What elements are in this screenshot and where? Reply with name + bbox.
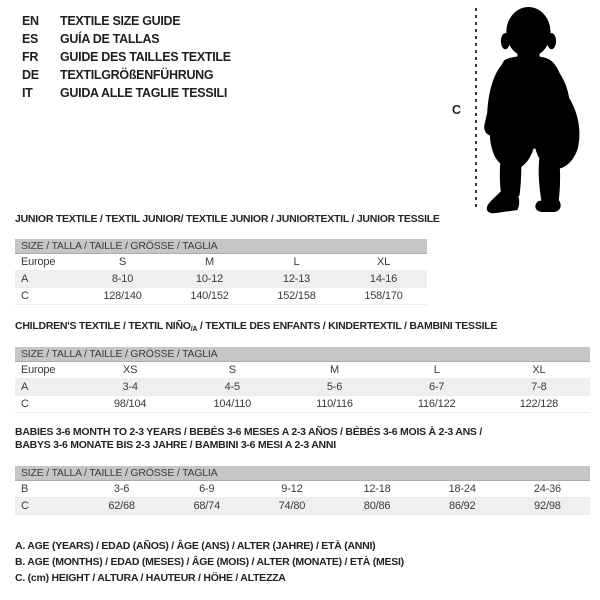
value-cell: 158/170: [340, 288, 427, 305]
language-title: TEXTILE SIZE GUIDE: [60, 14, 181, 28]
value-cell: L: [253, 254, 340, 271]
value-cell: 128/140: [79, 288, 166, 305]
language-list: [22, 12, 231, 102]
language-code: ES: [22, 32, 39, 46]
babies-title-line1: BABIES 3-6 MONTH TO 2-3 YEARS / BEBÉS 3-6 MESES A 2-3 AÑOS / BÉBÉS 3-6 MOIS À 2-3 ANS /: [15, 426, 483, 438]
value-cell: 9-12: [249, 481, 334, 498]
language-row: [22, 66, 231, 84]
language-row: [22, 48, 231, 66]
legend-age-years: A. AGE (YEARS) / EDAD (AÑOS) / ÂGE (ANS) / ALTER (JAHRE) / ETÀ (ANNI): [15, 540, 376, 552]
toddler-silhouette-icon: [483, 4, 596, 220]
table-row: [15, 498, 590, 515]
language-title: TEXTILGRÖßENFÜHRUNG: [60, 68, 214, 82]
children-title-post: / TEXTILE DES ENFANTS / KINDERTEXTIL / BAMBINI TESSILE: [197, 320, 498, 332]
value-cell: 140/152: [166, 288, 253, 305]
table-row: [15, 481, 590, 498]
table-row: [15, 396, 590, 413]
language-code: EN: [22, 14, 39, 28]
height-measure-label: C: [452, 103, 462, 117]
row-label-cell: A: [15, 271, 79, 288]
value-cell: 3-4: [79, 379, 181, 396]
size-header-bar: SIZE / TALLA / TAILLE / GRÖSSE / TAGLIA: [15, 239, 427, 254]
junior-size-table: [15, 239, 427, 305]
row-label-cell: C: [15, 396, 79, 413]
language-row: [22, 30, 231, 48]
row-label-cell: B: [15, 481, 79, 498]
value-cell: 98/104: [79, 396, 181, 413]
value-cell: 12-18: [334, 481, 419, 498]
row-label-cell: C: [15, 288, 79, 305]
babies-section-title: [15, 426, 482, 452]
value-cell: 80/86: [334, 498, 419, 515]
value-cell: M: [283, 362, 385, 379]
children-size-table: [15, 347, 590, 413]
value-cell: 8-10: [79, 271, 166, 288]
value-cell: 6-9: [164, 481, 249, 498]
value-cell: 18-24: [420, 481, 505, 498]
value-cell: 110/116: [283, 396, 385, 413]
table-row: [15, 362, 590, 379]
size-header-bar: SIZE / TALLA / TAILLE / GRÖSSE / TAGLIA: [15, 466, 590, 481]
language-code: FR: [22, 50, 39, 64]
value-cell: S: [181, 362, 283, 379]
value-cell: 10-12: [166, 271, 253, 288]
value-cell: S: [79, 254, 166, 271]
value-cell: 152/158: [253, 288, 340, 305]
children-title-subscript: /A: [190, 326, 198, 333]
language-title: GUIDA ALLE TAGLIE TESSILI: [60, 86, 228, 100]
height-measure-line: [475, 8, 477, 211]
legend-age-months: B. AGE (MONTHS) / EDAD (MESES) / ÂGE (MOIS) / ALTER (MONATE) / ETÀ (MESI): [15, 556, 404, 568]
size-table: [15, 254, 427, 305]
legend-height-cm: C. (cm) HEIGHT / ALTURA / HAUTEUR / HÖHE / ALTEZZA: [15, 572, 286, 584]
value-cell: 68/74: [164, 498, 249, 515]
language-title: GUÍA DE TALLAS: [60, 32, 160, 46]
value-cell: 12-13: [253, 271, 340, 288]
size-table: [15, 481, 590, 515]
size-header-bar: SIZE / TALLA / TAILLE / GRÖSSE / TAGLIA: [15, 347, 590, 362]
language-row: [22, 12, 231, 30]
row-label-cell: Europe: [15, 362, 79, 379]
value-cell: 6-7: [386, 379, 488, 396]
value-cell: XS: [79, 362, 181, 379]
value-cell: XL: [340, 254, 427, 271]
value-cell: L: [386, 362, 488, 379]
value-cell: 62/68: [79, 498, 164, 515]
babies-title-line2: BABYS 3-6 MONATE BIS 2-3 JAHRE / BAMBINI 3-6 MESI A 2-3 ANNI: [15, 439, 336, 451]
table-row: [15, 254, 427, 271]
value-cell: 92/98: [505, 498, 590, 515]
value-cell: XL: [488, 362, 590, 379]
value-cell: M: [166, 254, 253, 271]
value-cell: 24-36: [505, 481, 590, 498]
language-code: DE: [22, 68, 39, 82]
language-title: GUIDE DES TAILLES TEXTILE: [60, 50, 231, 64]
size-table: [15, 362, 590, 413]
value-cell: 5-6: [283, 379, 385, 396]
value-cell: 7-8: [488, 379, 590, 396]
row-label-cell: Europe: [15, 254, 79, 271]
children-title-pre: CHILDREN'S TEXTILE / TEXTIL NIÑO: [15, 320, 191, 332]
table-row: [15, 288, 427, 305]
children-section-title: [15, 320, 497, 336]
value-cell: 104/110: [181, 396, 283, 413]
table-row: [15, 379, 590, 396]
row-label-cell: C: [15, 498, 79, 515]
value-cell: 86/92: [420, 498, 505, 515]
value-cell: 74/80: [249, 498, 334, 515]
value-cell: 4-5: [181, 379, 283, 396]
row-label-cell: A: [15, 379, 79, 396]
language-row: [22, 84, 231, 102]
junior-section-title: JUNIOR TEXTILE / TEXTIL JUNIOR/ TEXTILE JUNIOR / JUNIORTEXTIL / JUNIOR TESSILE: [15, 213, 440, 225]
language-code: IT: [22, 86, 33, 100]
value-cell: 116/122: [386, 396, 488, 413]
babies-size-table: [15, 466, 590, 515]
value-cell: 3-6: [79, 481, 164, 498]
legend: [15, 538, 404, 586]
table-row: [15, 271, 427, 288]
value-cell: 122/128: [488, 396, 590, 413]
value-cell: 14-16: [340, 271, 427, 288]
